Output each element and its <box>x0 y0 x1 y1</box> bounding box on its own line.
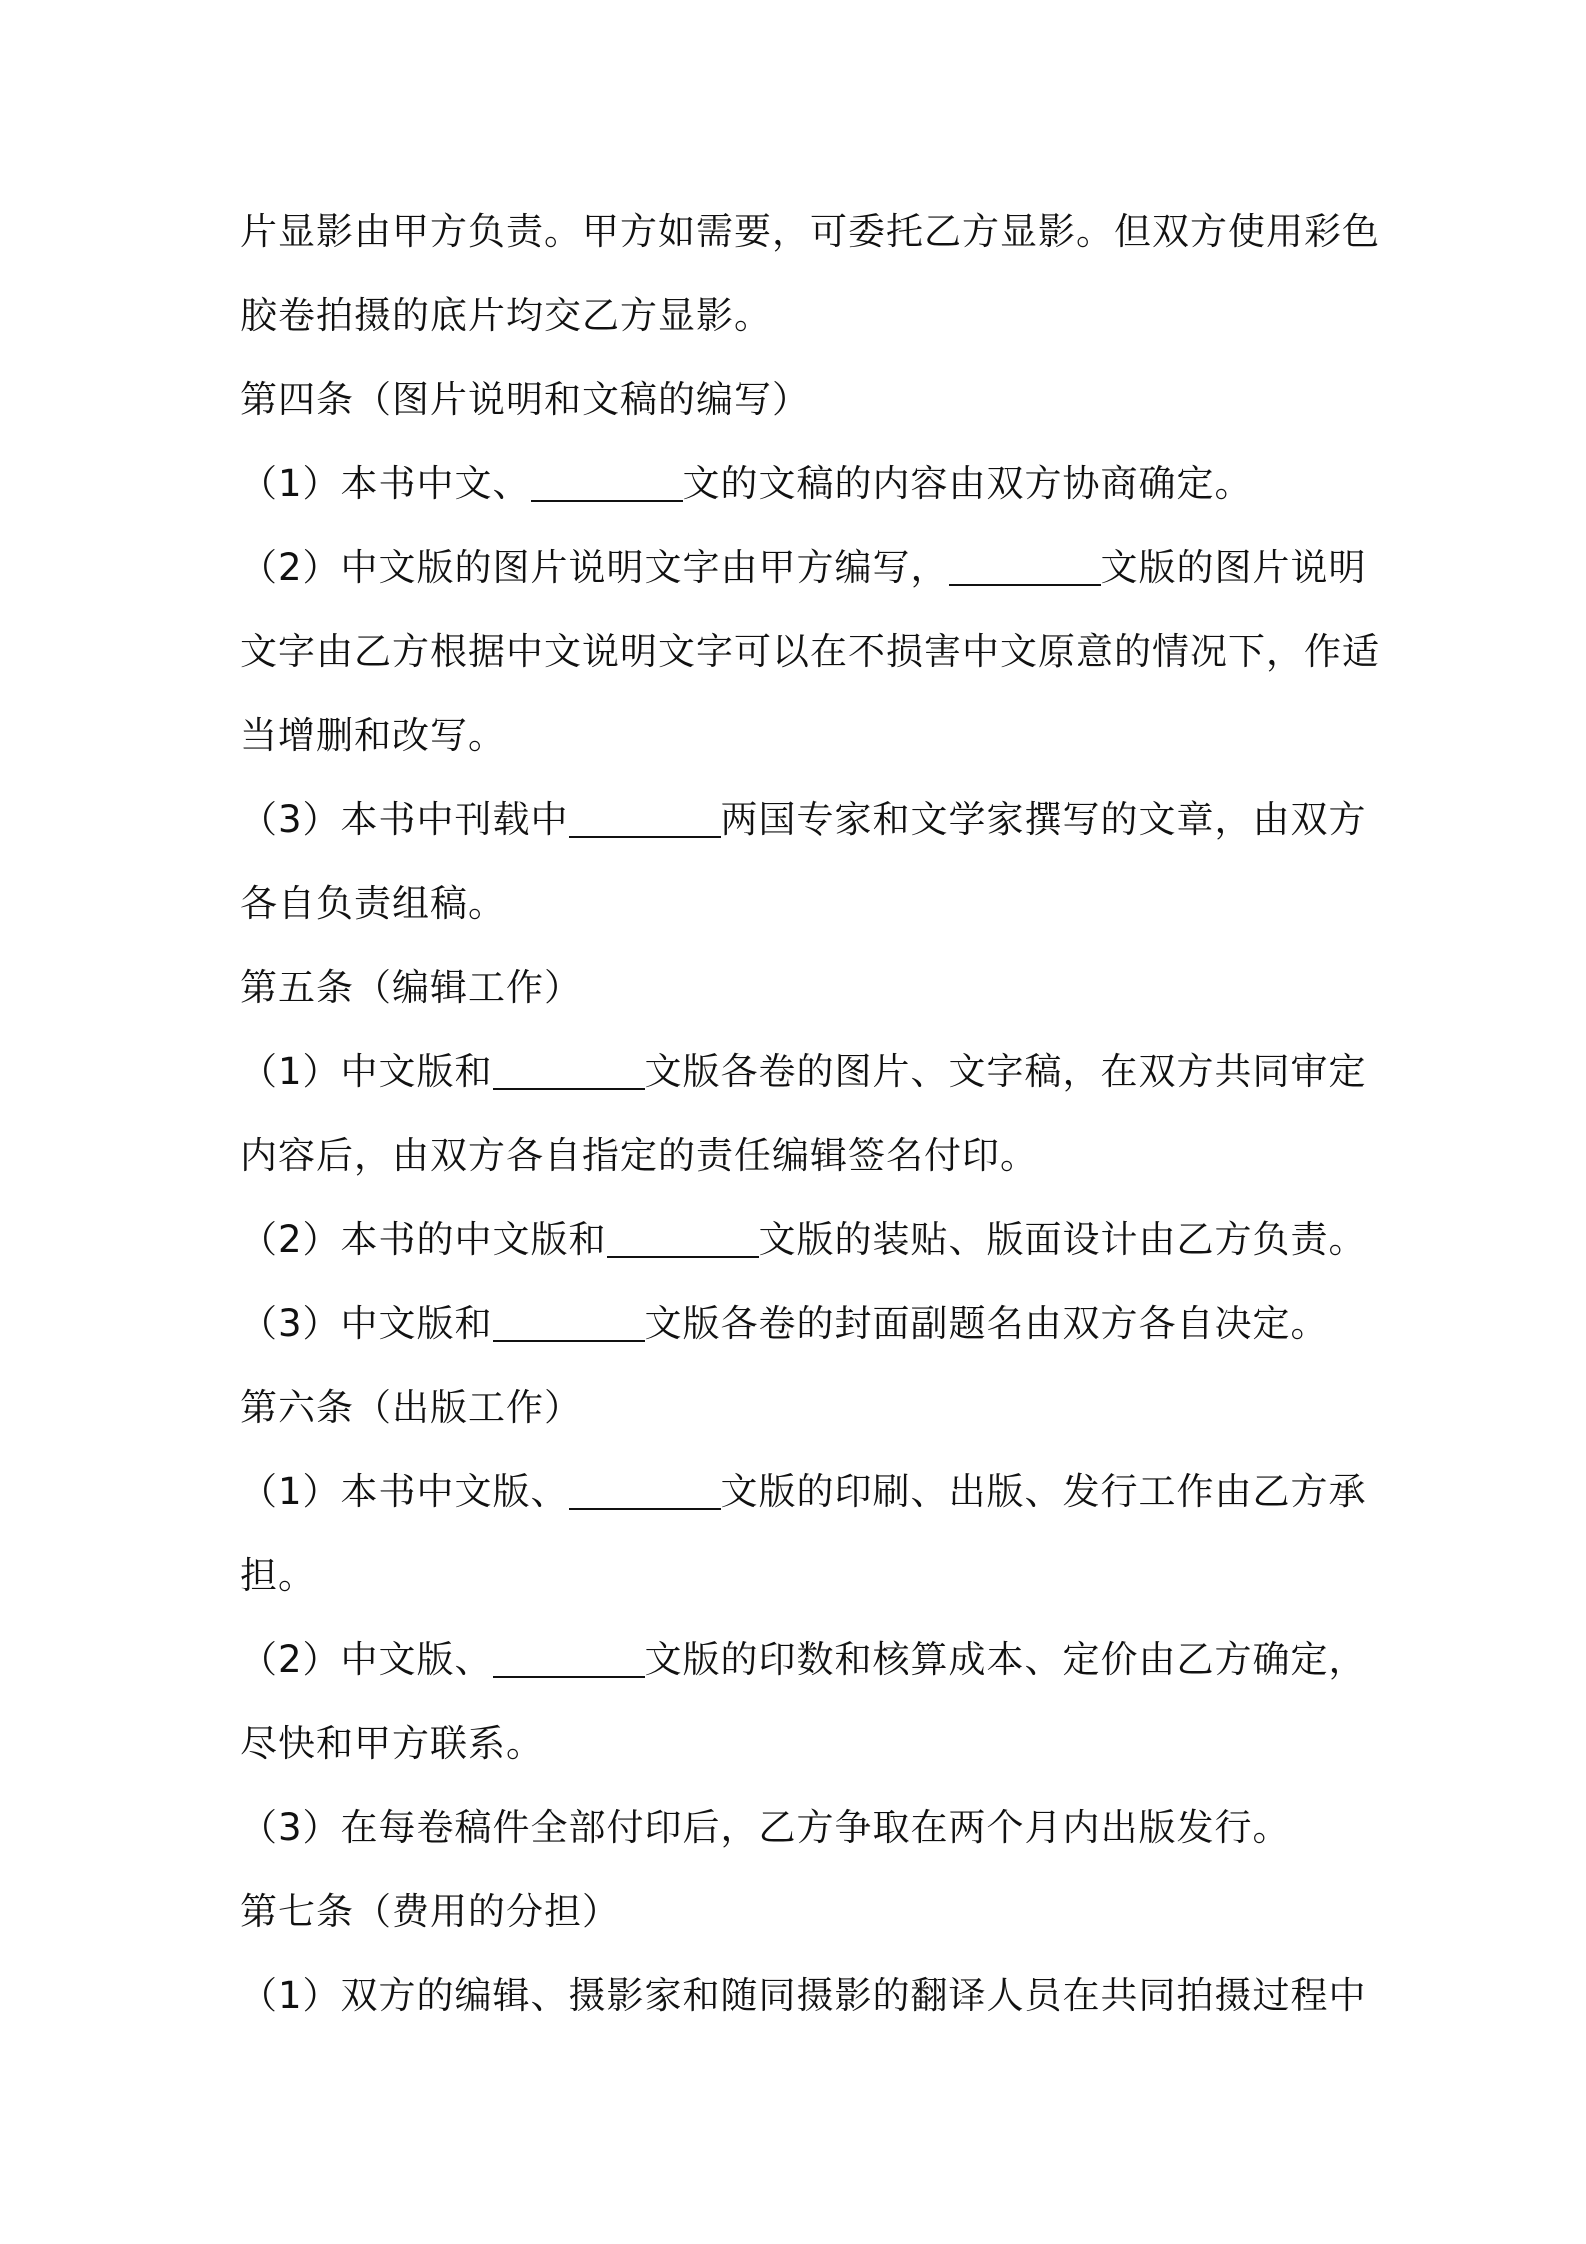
fill-in-blank <box>607 1216 759 1258</box>
text-segment: 尽快和甲方联系。 <box>240 1722 544 1765</box>
text-segment: 片显影由甲方负责。甲方如需要，可委托乙方显影。但双方使用彩色 <box>240 210 1380 253</box>
text-segment: 胶卷拍摄的底片均交乙方显影。 <box>240 294 772 337</box>
text-segment: 第五条（编辑工作） <box>240 966 582 1009</box>
text-line <box>240 1044 1367 1100</box>
text-segment: 文版各卷的图片、文字稿，在双方共同审定 <box>644 1050 1367 1093</box>
text-segment: （2）本书的中文版和 <box>240 1218 607 1261</box>
text-line <box>240 1296 1360 1352</box>
text-segment: 第四条（图片说明和文稿的编写） <box>240 378 810 421</box>
text-segment: （1）双方的编辑、摄影家和随同摄影的翻译人员在共同拍摄过程中 <box>240 1974 1367 2017</box>
text-segment: 内容后，由双方各自指定的责任编辑签名付印。 <box>240 1134 1038 1177</box>
text-segment: 各自负责组稿。 <box>240 882 506 925</box>
text-line <box>240 1800 1360 1856</box>
text-line <box>240 456 1360 512</box>
text-segment: 文版的图片说明 <box>1100 546 1367 589</box>
text-segment: 文版的装贴、版面设计由乙方负责。 <box>758 1218 1367 1261</box>
text-segment: （1）中文版和 <box>240 1050 493 1093</box>
text-line <box>240 708 1360 764</box>
article-heading <box>240 960 1360 1016</box>
fill-in-blank <box>569 796 721 838</box>
text-segment: （2）中文版的图片说明文字由甲方编写， <box>240 546 949 589</box>
text-segment: 第六条（出版工作） <box>240 1386 582 1429</box>
fill-in-blank <box>493 1048 645 1090</box>
text-segment: （1）本书中文、 <box>240 462 531 505</box>
text-line <box>240 876 1360 932</box>
text-line <box>240 1212 1367 1268</box>
text-segment: 文版的印刷、出版、发行工作由乙方承 <box>720 1470 1367 1513</box>
text-line <box>240 288 1360 344</box>
fill-in-blank <box>949 544 1101 586</box>
text-segment: （2）中文版、 <box>240 1638 493 1681</box>
text-segment: 文版的印数和核算成本、定价由乙方确定， <box>644 1638 1367 1681</box>
text-segment: 当增删和改写。 <box>240 714 506 757</box>
text-segment: 文的文稿的内容由双方协商确定。 <box>682 462 1253 505</box>
text-segment: （1）本书中文版、 <box>240 1470 569 1513</box>
fill-in-blank <box>493 1636 645 1678</box>
fill-in-blank <box>531 460 683 502</box>
fill-in-blank <box>493 1300 645 1342</box>
fill-in-blank <box>569 1468 721 1510</box>
text-line <box>240 624 1380 680</box>
article-heading <box>240 372 1360 428</box>
text-segment: 两国专家和文学家撰写的文章，由双方 <box>720 798 1367 841</box>
text-line <box>240 792 1367 848</box>
text-line <box>240 1128 1360 1184</box>
article-heading <box>240 1380 1360 1436</box>
text-segment: 文字由乙方根据中文说明文字可以在不损害中文原意的情况下，作适 <box>240 630 1380 673</box>
text-line <box>240 1632 1367 1688</box>
text-segment: 文版各卷的封面副题名由双方各自决定。 <box>644 1302 1329 1345</box>
article-heading <box>240 1884 1360 1940</box>
text-segment: （3）本书中刊载中 <box>240 798 569 841</box>
text-line <box>240 204 1380 260</box>
text-segment: （3）中文版和 <box>240 1302 493 1345</box>
text-line <box>240 1464 1367 1520</box>
text-segment: 担。 <box>240 1554 316 1597</box>
text-segment: （3）在每卷稿件全部付印后，乙方争取在两个月内出版发行。 <box>240 1806 1291 1849</box>
text-line <box>240 1716 1360 1772</box>
text-line <box>240 1968 1367 2024</box>
text-line <box>240 1548 1360 1604</box>
text-line <box>240 540 1367 596</box>
text-segment: 第七条（费用的分担） <box>240 1890 620 1933</box>
